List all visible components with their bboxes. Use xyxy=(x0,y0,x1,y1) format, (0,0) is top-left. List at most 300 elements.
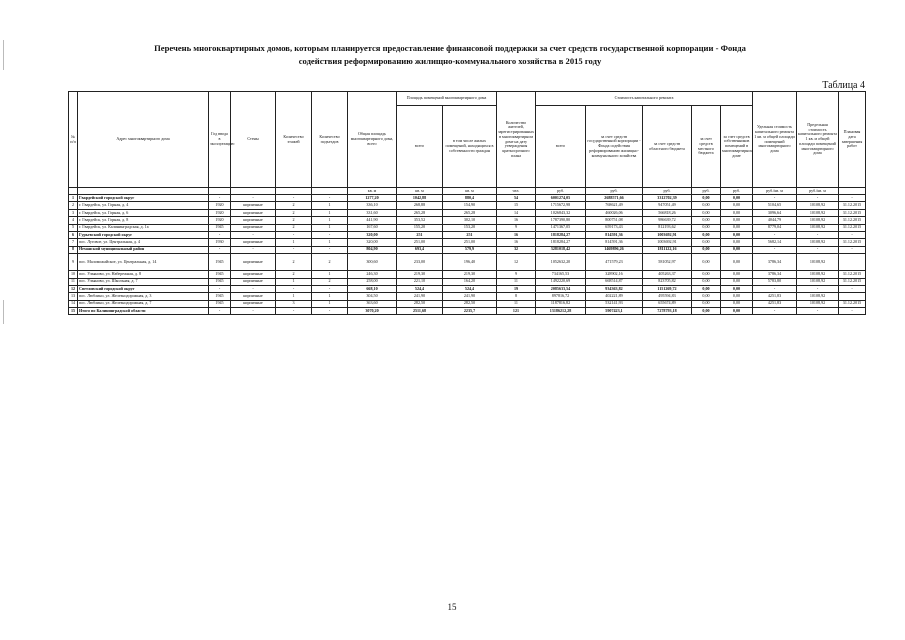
row-premises-citizens: 219,30 xyxy=(443,271,497,278)
row-cost-local: 0,00 xyxy=(692,308,721,315)
row-cost-fund: 659173,43 xyxy=(586,224,643,231)
row-premises-citizens: 153,20 xyxy=(443,224,497,231)
row-unit-cost: 4251,83 xyxy=(753,300,797,307)
row-unit-cost: - xyxy=(753,285,797,292)
row-premises-citizens: 880,4 xyxy=(443,195,497,202)
row-cost-regional: 1151269,72 xyxy=(643,285,692,292)
row-residents: 8 xyxy=(497,293,536,300)
row-walls: - xyxy=(231,246,276,253)
row-total-area: 320,00 xyxy=(348,239,397,246)
row-max-cost: 10108,92 xyxy=(797,209,839,216)
row-walls: кирпичные xyxy=(231,202,276,209)
row-premises-area: 353,52 xyxy=(397,217,443,224)
row-cost-regional: 947051,49 xyxy=(643,202,692,209)
row-cost-total: 1818284,27 xyxy=(536,239,586,246)
row-unit-cost: 3096,64 xyxy=(753,209,797,216)
row-max-cost: - xyxy=(797,246,839,253)
header-residents: Количество жителей, зарегистрированных в многоквартирном доме на дату утверждения краткосрочного плана xyxy=(497,92,536,188)
row-entrances: 1 xyxy=(312,217,348,224)
row-max-cost: 10108,92 xyxy=(797,217,839,224)
row-residents: 9 xyxy=(497,224,536,231)
row-cost-owners: 0,00 xyxy=(721,285,753,292)
row-cost-local: 0,00 xyxy=(692,254,721,271)
header-cost-regional: за счет средств областного бюджета xyxy=(643,106,692,188)
row-year: - xyxy=(209,308,231,315)
row-cost-regional: 1003692,91 xyxy=(643,239,692,246)
row-cost-total: 1187816,82 xyxy=(536,300,586,307)
row-number: 14 xyxy=(69,300,78,307)
row-cost-total: 1026843,32 xyxy=(536,209,586,216)
row-cost-local: 0,00 xyxy=(692,293,721,300)
header-cost-fund: за счет средств государственной корпорации - Фонда содействия реформированию жилищно-коммунального хозяйства xyxy=(586,106,643,188)
row-year: 1945 xyxy=(209,254,231,271)
row-number: 9 xyxy=(69,254,78,271)
row-number: 13 xyxy=(69,293,78,300)
row-residents: 15 xyxy=(497,202,536,209)
row-walls: кирпичные xyxy=(231,224,276,231)
table-row xyxy=(69,209,866,216)
row-address: Гурьевский городской округ xyxy=(78,231,209,238)
row-cost-local: 0,00 xyxy=(692,239,721,246)
row-entrances: 1 xyxy=(312,224,348,231)
row-max-cost: 10108,92 xyxy=(797,202,839,209)
row-walls: кирпичные xyxy=(231,278,276,285)
table-row xyxy=(69,293,866,300)
row-walls: кирпичные xyxy=(231,239,276,246)
row-cost-owners: 0,00 xyxy=(721,209,753,216)
row-floors: 1 xyxy=(276,293,312,300)
row-cost-local: 0,00 xyxy=(692,195,721,202)
header-premises-area: Площадь помещений многоквартирного дома xyxy=(397,92,497,106)
row-residents: 14 xyxy=(497,209,536,216)
row-floors: - xyxy=(276,285,312,292)
row-unit-cost: - xyxy=(753,231,797,238)
unit-cell: кв. м xyxy=(348,188,397,195)
row-floors: - xyxy=(276,246,312,253)
row-end-date xyxy=(839,254,866,271)
row-cost-regional: 823705,82 xyxy=(643,278,692,285)
row-end-date: 31.12.2015 xyxy=(839,224,866,231)
row-residents: 11 xyxy=(497,278,536,285)
table-row xyxy=(69,271,866,278)
table-row xyxy=(69,224,866,231)
row-cost-owners: 0,00 xyxy=(721,278,753,285)
row-cost-owners: 0,00 xyxy=(721,231,753,238)
row-max-cost: 10108,92 xyxy=(797,254,839,271)
row-premises-citizens: 2235,7 xyxy=(443,308,497,315)
row-floors: 2 xyxy=(276,209,312,216)
housing-table xyxy=(68,91,866,315)
table-label: Таблица 4 xyxy=(822,80,865,91)
row-end-date: 31.12.2015 xyxy=(839,271,866,278)
row-total-area: 363,60 xyxy=(348,300,397,307)
unit-cell: руб./кв. м xyxy=(753,188,797,195)
row-residents: 16 xyxy=(497,231,536,238)
row-year: 1945 xyxy=(209,224,231,231)
row-cost-total: 1492220,69 xyxy=(536,278,586,285)
row-cost-owners: 0,00 xyxy=(721,195,753,202)
row-max-cost: 10108,92 xyxy=(797,278,839,285)
row-unit-cost: 4044,79 xyxy=(753,217,797,224)
row-cost-owners: 0,00 xyxy=(721,271,753,278)
row-cost-regional: 405263,37 xyxy=(643,271,692,278)
row-unit-cost: 5104,65 xyxy=(753,202,797,209)
header-cost-owners: за счет средств собственников помещений в многоквартирном доме xyxy=(721,106,753,188)
row-cost-owners: 0,00 xyxy=(721,224,753,231)
row-number: 4 xyxy=(69,217,78,224)
row-end-date: - xyxy=(839,195,866,202)
unit-cell: руб. xyxy=(721,188,753,195)
row-premises-citizens: 241,90 xyxy=(443,293,497,300)
row-floors: 2 xyxy=(276,271,312,278)
table-body xyxy=(69,195,866,315)
row-cost-fund: 5907423,1 xyxy=(586,308,643,315)
table-row xyxy=(69,195,866,202)
row-entrances: 2 xyxy=(312,278,348,285)
row-premises-area: 233,00 xyxy=(397,254,443,271)
row-number: 12 xyxy=(69,285,78,292)
row-cost-owners: 0,00 xyxy=(721,308,753,315)
row-end-date: - xyxy=(839,231,866,238)
row-floors: - xyxy=(276,308,312,315)
row-cost-total: 2085633,54 xyxy=(536,285,586,292)
row-premises-area: 155,20 xyxy=(397,224,443,231)
row-cost-regional: 1811122,16 xyxy=(643,246,692,253)
row-premises-area: 268,88 xyxy=(397,202,443,209)
row-cost-total: 1715672,98 xyxy=(536,202,586,209)
row-premises-area: 693,4 xyxy=(397,246,443,253)
row-cost-fund: 800751,08 xyxy=(586,217,643,224)
row-cost-local: 0,00 xyxy=(692,278,721,285)
row-number: 6 xyxy=(69,231,78,238)
row-year: 1930 xyxy=(209,239,231,246)
scan-edge-mark xyxy=(3,40,4,70)
row-number: 7 xyxy=(69,239,78,246)
header-premises-total: всего xyxy=(397,106,443,188)
row-end-date: 31.12.2015 xyxy=(839,239,866,246)
row-entrances: 1 xyxy=(312,202,348,209)
table-row xyxy=(69,246,866,253)
row-total-area: 304,50 xyxy=(348,293,397,300)
row-cost-owners: 0,00 xyxy=(721,254,753,271)
page-number: 15 xyxy=(447,602,457,612)
row-unit-cost: - xyxy=(753,195,797,202)
row-total-area: 167,60 xyxy=(348,224,397,231)
row-premises-citizens: 251 xyxy=(443,231,497,238)
row-end-date: 31.12.2015 xyxy=(839,209,866,216)
table-row xyxy=(69,300,866,307)
row-premises-area: 1042,88 xyxy=(397,195,443,202)
row-cost-fund: 402221,89 xyxy=(586,293,643,300)
row-walls: - xyxy=(231,285,276,292)
header-repair-cost: Стоимость капитального ремонта xyxy=(536,92,753,106)
row-cost-regional: 495594,83 xyxy=(643,293,692,300)
unit-cell: кв. м xyxy=(397,188,443,195)
row-premises-citizens: 196,40 xyxy=(443,254,497,271)
row-premises-area: 219,30 xyxy=(397,271,443,278)
row-cost-local: 0,00 xyxy=(692,217,721,224)
row-year: - xyxy=(209,195,231,202)
header-num: № п/п xyxy=(69,92,78,188)
row-premises-area: 282,50 xyxy=(397,300,443,307)
row-premises-area: 241,90 xyxy=(397,293,443,300)
row-premises-area: 251,00 xyxy=(397,239,443,246)
row-unit-cost: 5783,80 xyxy=(753,278,797,285)
row-walls: - xyxy=(231,195,276,202)
row-total-area: 300,60 xyxy=(348,254,397,271)
row-year: 1920 xyxy=(209,209,231,216)
scan-edge-mark xyxy=(3,300,4,324)
row-residents: 121 xyxy=(497,308,536,315)
header-end-date: Плановая дата завершения работ xyxy=(839,92,866,188)
unit-cell: руб. xyxy=(586,188,643,195)
row-cost-fund: 814591,36 xyxy=(586,231,643,238)
row-cost-regional: 3312702,39 xyxy=(643,195,692,202)
row-number: 1 xyxy=(69,195,78,202)
row-walls: - xyxy=(231,308,276,315)
row-address: пос. Ульяново, ул. Набережная, д. 8 xyxy=(78,271,209,278)
row-year: 1945 xyxy=(209,300,231,307)
row-address: пос. Луговое, ул. Центральная, д. 4 xyxy=(78,239,209,246)
header-address: Адрес многоквартирного дома xyxy=(78,92,209,188)
row-cost-fund: 1469896,26 xyxy=(586,246,643,253)
row-premises-area: 265,28 xyxy=(397,209,443,216)
row-year: - xyxy=(209,285,231,292)
row-total-area: 668,10 xyxy=(348,285,397,292)
row-max-cost: 10108,92 xyxy=(797,293,839,300)
row-unit-cost: - xyxy=(753,246,797,253)
row-floors: 1 xyxy=(276,239,312,246)
row-unit-cost: 5682,14 xyxy=(753,239,797,246)
row-cost-regional: 581052,97 xyxy=(643,254,692,271)
row-max-cost: 10108,92 xyxy=(797,300,839,307)
row-total-area: 258,00 xyxy=(348,278,397,285)
row-number: 3 xyxy=(69,209,78,216)
row-number: 8 xyxy=(69,246,78,253)
row-walls: кирпичные xyxy=(231,217,276,224)
unit-cell: руб. xyxy=(536,188,586,195)
row-floors: - xyxy=(276,195,312,202)
row-max-cost: - xyxy=(797,308,839,315)
header-year: Год ввода в эксплуатацию xyxy=(209,92,231,188)
header-max-cost: Предельная стоимость капитального ремонта 1 кв. м общей площади помещений многоквартирного дома xyxy=(797,92,839,188)
row-cost-local: 0,00 xyxy=(692,246,721,253)
row-floors: 2 xyxy=(276,254,312,271)
row-unit-cost: 3786,34 xyxy=(753,254,797,271)
header-walls: Стены xyxy=(231,92,276,188)
row-end-date: - xyxy=(839,285,866,292)
row-address: Гвардейский городской округ xyxy=(78,195,209,202)
row-entrances: 1 xyxy=(312,239,348,246)
row-max-cost: - xyxy=(797,195,839,202)
row-entrances: 1 xyxy=(312,209,348,216)
row-max-cost: 10108,92 xyxy=(797,271,839,278)
row-total-area: 331,60 xyxy=(348,209,397,216)
row-year: 1920 xyxy=(209,202,231,209)
row-address: пос. Люблино, ул. Железнодорожная, д. 3 xyxy=(78,293,209,300)
row-address: пос. Ульяново, ул. Школьная, д. 7 xyxy=(78,278,209,285)
row-address: г. Гвардейск, ул. Калининградская, д. 1а xyxy=(78,224,209,231)
row-residents: 16 xyxy=(497,239,536,246)
header-total-area: Общая площадь многоквартирного дома, всего xyxy=(348,92,397,188)
row-end-date: - xyxy=(839,308,866,315)
row-premises-area: 251 xyxy=(397,231,443,238)
row-premises-area: 221,10 xyxy=(397,278,443,285)
row-walls: кирпичные xyxy=(231,209,276,216)
row-cost-fund: 328902,16 xyxy=(586,271,643,278)
header-entrances: Количество подъездов xyxy=(312,92,348,188)
row-cost-owners: 0,00 xyxy=(721,202,753,209)
row-address: г. Гвардейск, ул. Горная, д. 6 xyxy=(78,209,209,216)
row-cost-fund: 934363,82 xyxy=(586,285,643,292)
header-cost-local: за счет средств местного бюджета xyxy=(692,106,721,188)
row-floors: 2 xyxy=(276,224,312,231)
row-floors: 3 xyxy=(276,300,312,307)
row-year: - xyxy=(209,231,231,238)
row-premises-citizens: 282,50 xyxy=(443,300,497,307)
row-max-cost: - xyxy=(797,285,839,292)
row-entrances: - xyxy=(312,246,348,253)
row-year: - xyxy=(209,246,231,253)
row-cost-total: 6001274,05 xyxy=(536,195,586,202)
row-address: пос. Люблино, ул. Железнодорожная, д. 7 xyxy=(78,300,209,307)
row-address: Светловский городской округ xyxy=(78,285,209,292)
row-number: 10 xyxy=(69,271,78,278)
table-row xyxy=(69,278,866,285)
row-floors: 2 xyxy=(276,202,312,209)
row-cost-owners: 0,00 xyxy=(721,246,753,253)
row-cost-fund: 471579,23 xyxy=(586,254,643,271)
row-year: 1945 xyxy=(209,293,231,300)
header-premises-citizens: в том числе жилых помещений, находящихся в собственности граждан xyxy=(443,106,497,188)
row-premises-citizens: 302,10 xyxy=(443,217,497,224)
row-cost-owners: 0,00 xyxy=(721,217,753,224)
row-entrances: 1 xyxy=(312,293,348,300)
table-row xyxy=(69,217,866,224)
row-address: Неманский муниципальный район xyxy=(78,246,209,253)
row-max-cost: 10108,92 xyxy=(797,224,839,231)
row-cost-regional: 812193,62 xyxy=(643,224,692,231)
row-walls: кирпичные xyxy=(231,300,276,307)
header-floors: Количество этажей xyxy=(276,92,312,188)
unit-cell: руб. xyxy=(692,188,721,195)
row-cost-local: 0,00 xyxy=(692,285,721,292)
row-cost-local: 0,00 xyxy=(692,231,721,238)
row-residents: 9 xyxy=(497,271,536,278)
row-floors: 2 xyxy=(276,217,312,224)
row-cost-local: 0,00 xyxy=(692,209,721,216)
row-entrances: 1 xyxy=(312,271,348,278)
table-row xyxy=(69,202,866,209)
row-residents: 11 xyxy=(497,300,536,307)
row-total-area: 320,00 xyxy=(348,231,397,238)
row-walls: кирпичные xyxy=(231,254,276,271)
header-cost-total: всего xyxy=(536,106,586,188)
row-cost-fund: 668514,87 xyxy=(586,278,643,285)
row-walls: кирпичные xyxy=(231,271,276,278)
row-address: г. Гвардейск, ул. Горная, д. 8 xyxy=(78,217,209,224)
row-cost-owners: 0,00 xyxy=(721,239,753,246)
row-cost-local: 0,00 xyxy=(692,300,721,307)
row-unit-cost: 8779,04 xyxy=(753,224,797,231)
housing-table-container xyxy=(68,91,865,315)
row-end-date: 31.12.2015 xyxy=(839,202,866,209)
row-cost-total: 1787390,80 xyxy=(536,217,586,224)
row-total-area: 246,30 xyxy=(348,271,397,278)
unit-cell: руб./кв. м xyxy=(797,188,839,195)
row-premises-area: 524,4 xyxy=(397,285,443,292)
row-cost-regional: 7278793,18 xyxy=(643,308,692,315)
table-row xyxy=(69,254,866,271)
unit-cell: чел. xyxy=(497,188,536,195)
row-total-area: 804,90 xyxy=(348,246,397,253)
row-cost-regional: 566818,26 xyxy=(643,209,692,216)
row-cost-total: 1818284,27 xyxy=(536,231,586,238)
row-entrances: 2 xyxy=(312,254,348,271)
row-unit-cost: - xyxy=(753,308,797,315)
row-year: 1945 xyxy=(209,271,231,278)
row-cost-owners: 0,00 xyxy=(721,293,753,300)
row-cost-total: 734165,53 xyxy=(536,271,586,278)
row-number: 15 xyxy=(69,308,78,315)
row-entrances: - xyxy=(312,195,348,202)
row-premises-citizens: 154,90 xyxy=(443,202,497,209)
row-cost-local: 0,00 xyxy=(692,271,721,278)
table-row xyxy=(69,285,866,292)
table-row xyxy=(69,239,866,246)
row-address: г. Гвардейск, ул. Горная, д. 4 xyxy=(78,202,209,209)
row-premises-citizens: 265,28 xyxy=(443,209,497,216)
row-end-date: 31.12.2015 xyxy=(839,278,866,285)
row-cost-total: 13186212,28 xyxy=(536,308,586,315)
row-number: 5 xyxy=(69,224,78,231)
row-cost-total: 1052632,20 xyxy=(536,254,586,271)
row-residents: 16 xyxy=(497,217,536,224)
row-cost-fund: 768621,49 xyxy=(586,202,643,209)
row-entrances: - xyxy=(312,231,348,238)
row-end-date: - xyxy=(839,246,866,253)
row-number: 2 xyxy=(69,202,78,209)
row-premises-citizens: 251,00 xyxy=(443,239,497,246)
row-residents: 12 xyxy=(497,254,536,271)
row-end-date: 31.12.2015 xyxy=(839,300,866,307)
page-title: Перечень многоквартирных домов, которым планируется предоставление финансовой поддержки за счет средств государственной корпорации - Фонда содействия реформированию жилищно-коммунального хозяйства в 2015 году xyxy=(154,43,746,66)
row-cost-total: 1471367,05 xyxy=(536,224,586,231)
row-residents: 19 xyxy=(497,285,536,292)
row-entrances: - xyxy=(312,308,348,315)
row-entrances: 1 xyxy=(312,300,348,307)
row-cost-fund: 814591,36 xyxy=(586,239,643,246)
row-entrances: - xyxy=(312,285,348,292)
table-row xyxy=(69,231,866,238)
row-residents: 54 xyxy=(497,195,536,202)
row-max-cost: 10108,92 xyxy=(797,239,839,246)
row-total-area: 1277,20 xyxy=(348,195,397,202)
row-cost-total: 897816,72 xyxy=(536,293,586,300)
unit-cell: руб. xyxy=(643,188,692,195)
row-cost-total: 3281018,42 xyxy=(536,246,586,253)
row-cost-local: 0,00 xyxy=(692,202,721,209)
row-cost-fund: 460026,06 xyxy=(586,209,643,216)
row-cost-regional: 1003692,91 xyxy=(643,231,692,238)
header-unit-cost: Удельная стоимость капитального ремонта 1 кв. м общей площади помещений многоквартирного дома xyxy=(753,92,797,188)
row-unit-cost: 3786,34 xyxy=(753,271,797,278)
unit-cell: кв. м xyxy=(443,188,497,195)
row-year: 1945 xyxy=(209,278,231,285)
row-address: пос. Маломожайское, ул. Центральная, д. 14 xyxy=(78,254,209,271)
row-total-area: 336,10 xyxy=(348,202,397,209)
row-premises-citizens: 164,20 xyxy=(443,278,497,285)
